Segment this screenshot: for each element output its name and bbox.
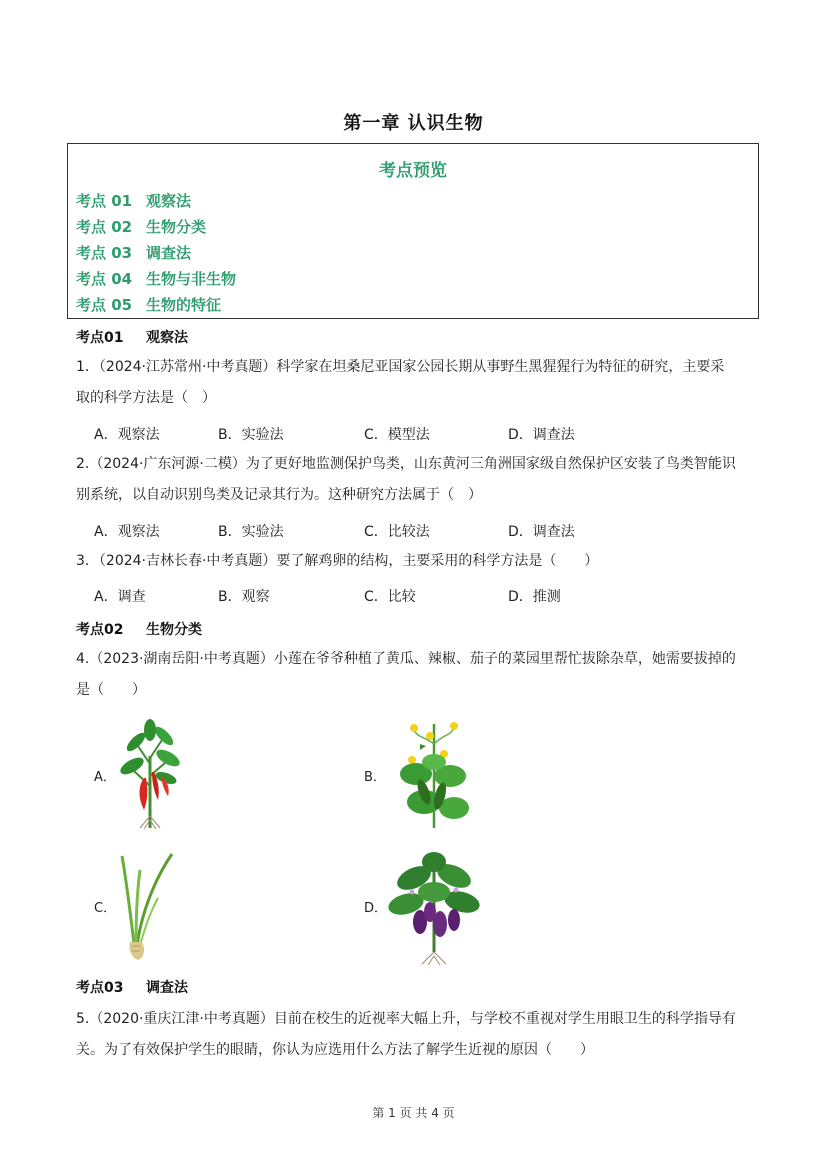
question-1-line-2: 取的科学方法是（ ）: [76, 390, 216, 406]
preview-box: [67, 143, 759, 319]
preview-item-1: 考点 01 观察法: [76, 192, 192, 210]
question-1: [76, 352, 752, 414]
eggplant-plant-icon[interactable]: [384, 848, 484, 966]
section-heading-1: 考点01 观察法: [76, 330, 188, 346]
section-heading-2: 考点02 生物分类: [76, 622, 202, 638]
preview-heading: 考点预览: [379, 161, 447, 181]
q1-option-d[interactable]: D．调查法: [508, 427, 575, 443]
q2-option-c[interactable]: C．比较法: [364, 524, 430, 540]
q1-option-c[interactable]: C．模型法: [364, 427, 430, 443]
question-5: [76, 1004, 752, 1066]
question-3-line-1: 3．（2024·吉林长春·中考真题）要了解鸡卵的结构，主要采用的科学方法是（ ）: [76, 553, 599, 569]
section-heading-3: 考点03 调查法: [76, 980, 188, 996]
q4-option-b-label[interactable]: B．: [364, 770, 386, 785]
pepper-plant-icon[interactable]: [114, 716, 186, 830]
question-4-line-1: 4.（2023·湖南岳阳·中考真题）小莲在爷爷种植了黄瓜、辣椒、茄子的菜园里帮忙拔除杂草，她需要拔掉的: [76, 651, 736, 667]
question-1-line-1: 1．（2024·江苏常州·中考真题）科学家在坦桑尼亚国家公园长期从事野生黑猩猩行为特征的研究，主要采: [76, 359, 725, 375]
cucumber-plant-icon[interactable]: [384, 714, 484, 830]
question-5-line-1: 5.（2020·重庆江津·中考真题）目前在校生的近视率大幅上升，与学校不重视对学生用眼卫生的科学指导有: [76, 1011, 736, 1027]
q2-option-a[interactable]: A．观察法: [94, 524, 160, 540]
q2-option-d[interactable]: D．调查法: [508, 524, 575, 540]
question-2-line-2: 别系统，以自动识别鸟类及记录其行为。这种研究方法属于（ ）: [76, 487, 482, 503]
question-4-line-2: 是（ ）: [76, 682, 146, 698]
q4-option-a-label[interactable]: A．: [94, 770, 116, 785]
preview-item-3: 考点 03 调查法: [76, 244, 192, 262]
question-2: [76, 449, 752, 511]
question-4: [76, 644, 752, 706]
question-5-line-2: 关。为了有效保护学生的眼睛，你认为应选用什么方法了解学生近视的原因（ ）: [76, 1042, 594, 1058]
grass-weed-icon[interactable]: [114, 850, 176, 962]
preview-item-4: 考点 04 生物与非生物: [76, 270, 237, 288]
q4-option-c-label[interactable]: C．: [94, 901, 117, 916]
preview-item-2: 考点 02 生物分类: [76, 218, 207, 236]
preview-item-5: 考点 05 生物的特征: [76, 296, 222, 314]
page-footer: 第 1 页 共 4 页: [372, 1106, 455, 1120]
q3-option-a[interactable]: A．调查: [94, 589, 146, 605]
q1-option-b[interactable]: B．实验法: [218, 427, 284, 443]
page-title: 第一章 认识生物: [343, 113, 484, 134]
q2-option-b[interactable]: B．实验法: [218, 524, 284, 540]
q4-option-d-label[interactable]: D．: [364, 901, 388, 916]
q1-option-a[interactable]: A．观察法: [94, 427, 160, 443]
q3-option-d[interactable]: D．推测: [508, 589, 561, 605]
question-2-line-1: 2.（2024·广东河源·二模）为了更好地监测保护鸟类，山东黄河三角洲国家级自然保护区安装了鸟类智能识: [76, 456, 736, 472]
question-3: [76, 546, 752, 577]
q3-option-b[interactable]: B．观察: [218, 589, 270, 605]
q3-option-c[interactable]: C．比较: [364, 589, 416, 605]
